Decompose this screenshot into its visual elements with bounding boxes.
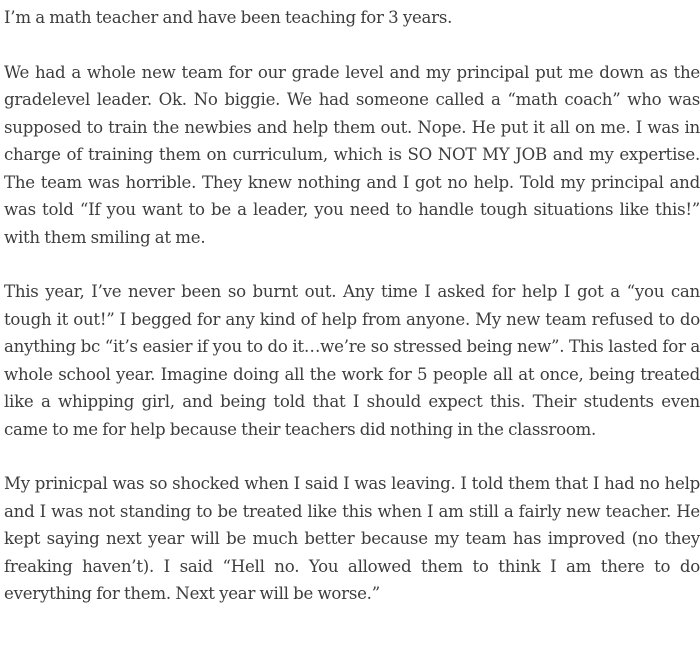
article-body bbox=[0, 4, 700, 608]
paragraph-burnout: This year, I’ve never been so burnt out. Any time I asked for help I got a “you can tough it out!” I begged for any kind of help from anyone. My new team refused to do anything bc “it’s easier if you to do it…we’re so stressed being new”. This lasted for a whole school year. Imagine doing all the work for 5 people all at once, being treated like a whipping girl, and being told that I should expect this. Their students even came to me for help because their teachers did nothing in the classroom. bbox=[4, 282, 700, 439]
paragraph-intro: I’m a math teacher and have been teaching for 3 years. bbox=[4, 8, 453, 27]
paragraph-grade-level-leader: We had a whole new team for our grade level and my principal put me down as the gradelevel leader. Ok. No biggie. We had someone called a “math coach” who was supposed to train the newbies and help them out. Nope. He put it all on me. I was in charge of training them on curriculum, which is SO NOT MY JOB and my expertise. The team was horrible. They knew nothing and I got no help. Told my principal and was told “If you want to be a leader, you need to handle tough situations like this!” with them smiling at me. bbox=[4, 62, 700, 247]
paragraph-leaving: My prinicpal was so shocked when I said I was leaving. I told them that I had no help and I was not standing to be treated like this when I am still a fairly new teacher. He kept saying next year will be much better because my team has improved (no they freaking haven’t). I said “Hell no. You allowed them to think I am there to do everything for them. Next year will be worse.” bbox=[4, 474, 700, 603]
